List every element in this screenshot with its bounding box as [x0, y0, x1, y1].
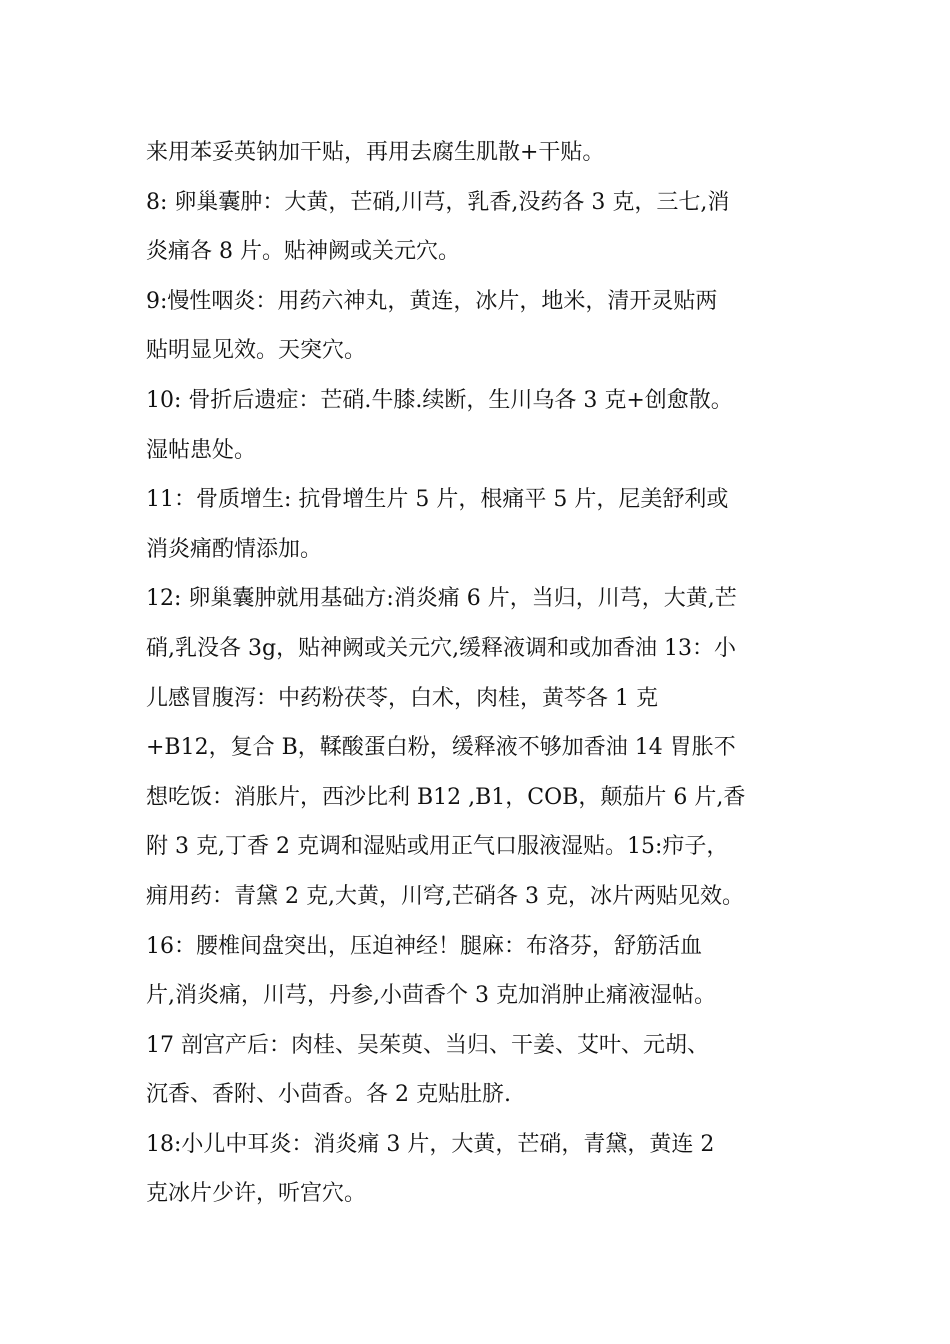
text-line: 片,消炎痛，川芎，丹参,小茴香个 3 克加消肿止痛液湿帖。	[146, 983, 716, 1009]
text-line: 17 剖宫产后：肉桂、吴茱萸、当归、干姜、艾叶、元胡、	[146, 1032, 709, 1058]
document-body	[146, 128, 816, 1219]
text-line: 16：腰椎间盘突出，压迫神经！腿麻：布洛芬，舒筋活血	[146, 933, 702, 959]
text-line: 想吃饭：消胀片，西沙比利 B12 ,B1，COB，颠茄片 6 片,香	[146, 784, 746, 810]
text-line: 沉香、香附、小茴香。各 2 克贴肚脐.	[146, 1082, 511, 1108]
text-line: 11：骨质增生: 抗骨增生片 5 片，根痛平 5 片，尼美舒利或	[146, 487, 729, 513]
text-line: +B12，复合 B，鞣酸蛋白粉，缓释液不够加香油 14 胃胀不	[146, 735, 736, 761]
text-line: 10: 骨折后遗症：芒硝.牛膝.续断，生川乌各 3 克+创愈散。	[146, 387, 733, 413]
text-line: 8: 卵巢囊肿：大黄，芒硝,川芎，乳香,没药各 3 克，三七,消	[146, 189, 730, 215]
text-line: 12: 卵巢囊肿就用基础方:消炎痛 6 片，当归，川芎，大黄,芒	[146, 586, 737, 612]
text-line: 消炎痛酌情添加。	[146, 536, 323, 562]
text-line: 来用苯妥英钠加干贴，再用去腐生肌散+干贴。	[146, 140, 605, 165]
text-line: 痈用药：青黛 2 克,大黄，川穹,芒硝各 3 克，冰片两贴见效。	[146, 883, 744, 909]
text-line: 18:小儿中耳炎：消炎痛 3 片，大黄，芒硝，青黛，黄连 2	[146, 1131, 715, 1157]
text-line: 附 3 克,丁香 2 克调和湿贴或用正气口服液湿贴。15:疖子，	[146, 834, 729, 860]
text-line: 湿帖患处。	[146, 437, 257, 463]
text-line: 儿感冒腹泻：中药粉茯苓，白术，肉桂，黄芩各 1 克	[146, 685, 658, 711]
text-line: 贴明显见效。天突穴。	[146, 338, 367, 364]
text-line: 9:慢性咽炎：用药六神丸，黄连，冰片，地米，清开灵贴两	[146, 288, 718, 314]
text-line: 克冰片少许，听宫穴。	[146, 1181, 367, 1207]
text-line: 硝,乳没各 3g，贴神阙或关元穴,缓释液调和或加香油 13：小	[146, 635, 737, 661]
text-line: 炎痛各 8 片。贴神阙或关元穴。	[146, 239, 460, 265]
